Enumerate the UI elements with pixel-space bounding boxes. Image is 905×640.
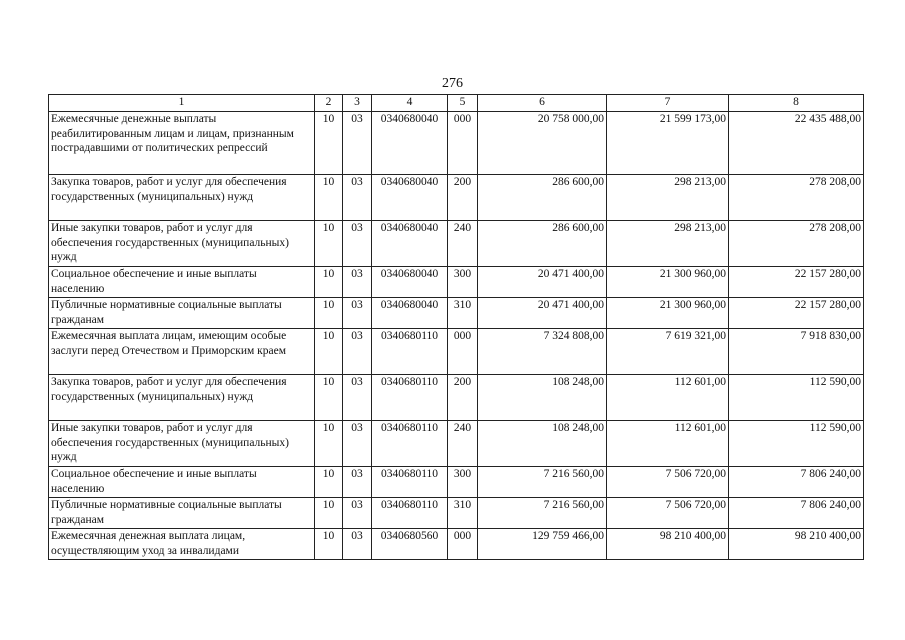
budget-table <box>48 94 864 560</box>
row-target-code: 0340680040 <box>372 175 448 221</box>
row-section: 10 <box>315 467 343 498</box>
row-amount-6: 7 324 808,00 <box>478 329 607 375</box>
row-name: Публичные нормативные социальные выплаты гражданам <box>49 298 315 329</box>
row-name: Ежемесячные денежные выплаты реабилитированным лицам и лицам, признанным пострадавшими от политических репрессий <box>49 112 315 175</box>
row-target-code: 0340680560 <box>372 529 448 560</box>
row-expense-type: 310 <box>448 498 478 529</box>
row-subsection: 03 <box>343 498 372 529</box>
table-row <box>49 329 864 375</box>
row-subsection: 03 <box>343 112 372 175</box>
row-amount-8: 7 806 240,00 <box>729 498 864 529</box>
row-target-code: 0340680110 <box>372 498 448 529</box>
row-amount-7: 112 601,00 <box>607 421 729 467</box>
row-subsection: 03 <box>343 221 372 267</box>
header-col-4: 4 <box>372 95 448 112</box>
row-name: Ежемесячная денежная выплата лицам, осуществляющим уход за инвалидами <box>49 529 315 560</box>
row-amount-8: 22 157 280,00 <box>729 267 864 298</box>
row-subsection: 03 <box>343 529 372 560</box>
page-number: 276 <box>442 76 463 91</box>
row-amount-6: 7 216 560,00 <box>478 467 607 498</box>
row-expense-type: 300 <box>448 267 478 298</box>
row-name: Ежемесячная выплата лицам, имеющим особые заслуги перед Отечеством и Приморским краем <box>49 329 315 375</box>
row-amount-7: 298 213,00 <box>607 175 729 221</box>
row-amount-6: 129 759 466,00 <box>478 529 607 560</box>
table-row <box>49 175 864 221</box>
row-section: 10 <box>315 267 343 298</box>
row-subsection: 03 <box>343 175 372 221</box>
row-amount-8: 98 210 400,00 <box>729 529 864 560</box>
row-amount-7: 98 210 400,00 <box>607 529 729 560</box>
row-subsection: 03 <box>343 329 372 375</box>
row-expense-type: 000 <box>448 112 478 175</box>
row-amount-8: 22 157 280,00 <box>729 298 864 329</box>
row-expense-type: 200 <box>448 375 478 421</box>
row-section: 10 <box>315 329 343 375</box>
row-target-code: 0340680110 <box>372 329 448 375</box>
row-amount-7: 7 506 720,00 <box>607 467 729 498</box>
row-target-code: 0340680110 <box>372 467 448 498</box>
row-amount-6: 286 600,00 <box>478 175 607 221</box>
row-expense-type: 300 <box>448 467 478 498</box>
row-amount-6: 20 471 400,00 <box>478 267 607 298</box>
row-name: Закупка товаров, работ и услуг для обеспечения государственных (муниципальных) нужд <box>49 375 315 421</box>
row-target-code: 0340680040 <box>372 267 448 298</box>
row-section: 10 <box>315 298 343 329</box>
row-amount-7: 7 619 321,00 <box>607 329 729 375</box>
header-col-2: 2 <box>315 95 343 112</box>
row-section: 10 <box>315 221 343 267</box>
row-name: Публичные нормативные социальные выплаты гражданам <box>49 498 315 529</box>
table-row <box>49 421 864 467</box>
header-col-7: 7 <box>607 95 729 112</box>
row-subsection: 03 <box>343 267 372 298</box>
row-expense-type: 240 <box>448 421 478 467</box>
header-col-3: 3 <box>343 95 372 112</box>
row-amount-8: 112 590,00 <box>729 421 864 467</box>
table-row <box>49 498 864 529</box>
row-expense-type: 240 <box>448 221 478 267</box>
row-amount-8: 112 590,00 <box>729 375 864 421</box>
row-amount-6: 20 758 000,00 <box>478 112 607 175</box>
row-amount-8: 278 208,00 <box>729 221 864 267</box>
header-col-5: 5 <box>448 95 478 112</box>
row-expense-type: 200 <box>448 175 478 221</box>
row-amount-7: 298 213,00 <box>607 221 729 267</box>
row-target-code: 0340680040 <box>372 298 448 329</box>
row-expense-type: 000 <box>448 529 478 560</box>
row-name: Социальное обеспечение и иные выплаты населению <box>49 467 315 498</box>
row-subsection: 03 <box>343 467 372 498</box>
header-col-1: 1 <box>49 95 315 112</box>
row-section: 10 <box>315 421 343 467</box>
header-col-8: 8 <box>729 95 864 112</box>
row-amount-8: 7 806 240,00 <box>729 467 864 498</box>
row-amount-6: 108 248,00 <box>478 375 607 421</box>
table-row <box>49 375 864 421</box>
row-target-code: 0340680110 <box>372 375 448 421</box>
header-col-6: 6 <box>478 95 607 112</box>
row-section: 10 <box>315 112 343 175</box>
row-name: Закупка товаров, работ и услуг для обеспечения государственных (муниципальных) нужд <box>49 175 315 221</box>
row-target-code: 0340680040 <box>372 112 448 175</box>
row-amount-7: 21 300 960,00 <box>607 298 729 329</box>
table-row <box>49 112 864 175</box>
table-row <box>49 467 864 498</box>
row-section: 10 <box>315 529 343 560</box>
row-amount-8: 7 918 830,00 <box>729 329 864 375</box>
row-amount-7: 7 506 720,00 <box>607 498 729 529</box>
table-row <box>49 529 864 560</box>
row-amount-8: 22 435 488,00 <box>729 112 864 175</box>
row-amount-7: 21 300 960,00 <box>607 267 729 298</box>
row-expense-type: 000 <box>448 329 478 375</box>
row-subsection: 03 <box>343 421 372 467</box>
row-amount-6: 286 600,00 <box>478 221 607 267</box>
row-expense-type: 310 <box>448 298 478 329</box>
table-row <box>49 298 864 329</box>
row-amount-7: 21 599 173,00 <box>607 112 729 175</box>
row-section: 10 <box>315 175 343 221</box>
row-amount-6: 108 248,00 <box>478 421 607 467</box>
table-row <box>49 267 864 298</box>
row-target-code: 0340680110 <box>372 421 448 467</box>
table-row <box>49 221 864 267</box>
row-section: 10 <box>315 375 343 421</box>
row-amount-8: 278 208,00 <box>729 175 864 221</box>
row-amount-6: 20 471 400,00 <box>478 298 607 329</box>
row-amount-6: 7 216 560,00 <box>478 498 607 529</box>
row-section: 10 <box>315 498 343 529</box>
row-name: Социальное обеспечение и иные выплаты населению <box>49 267 315 298</box>
header-row <box>49 95 864 112</box>
row-subsection: 03 <box>343 375 372 421</box>
row-amount-7: 112 601,00 <box>607 375 729 421</box>
row-name: Иные закупки товаров, работ и услуг для обеспечения государственных (муниципальных) нужд <box>49 221 315 267</box>
row-subsection: 03 <box>343 298 372 329</box>
row-name: Иные закупки товаров, работ и услуг для обеспечения государственных (муниципальных) нужд <box>49 421 315 467</box>
row-target-code: 0340680040 <box>372 221 448 267</box>
